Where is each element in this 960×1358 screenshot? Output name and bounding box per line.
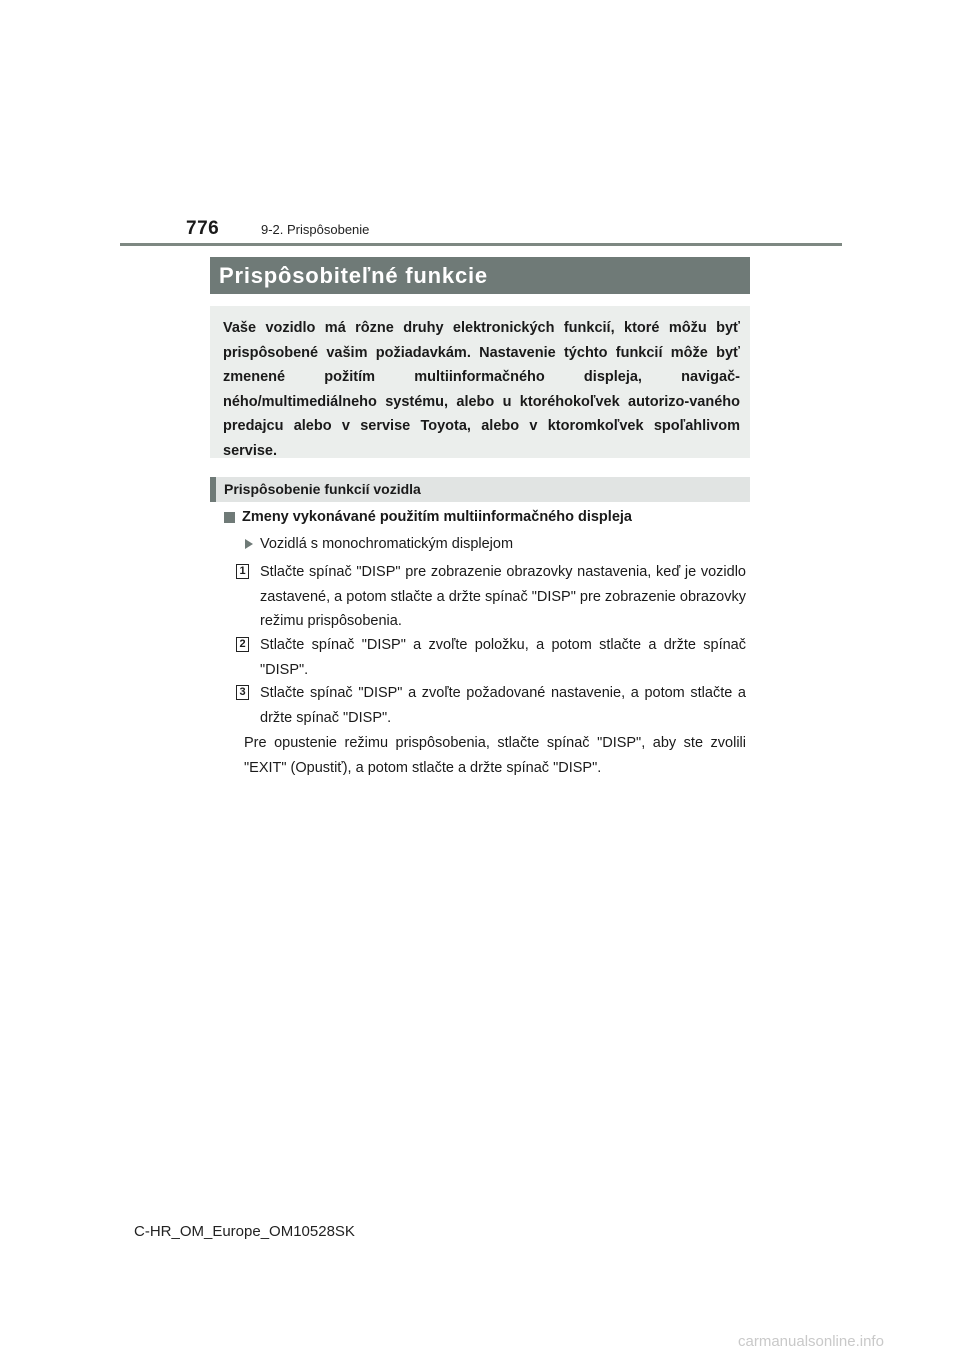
- topic-heading: [224, 509, 632, 525]
- triangle-bullet-icon: [245, 539, 253, 549]
- step-text: Stlačte spínač "DISP" pre zobrazenie obrazovky nastavenia, keď je vozidlo zastavené, a potom stlačte a držte spínač "DISP" pre zobrazenie obrazovky režimu prispôsobenia.: [260, 564, 746, 629]
- section-label: 9-2. Prispôsobenie: [261, 222, 370, 237]
- intro-box: [210, 306, 750, 458]
- watermark: carmanualsonline.info: [738, 1333, 884, 1350]
- page-title: Prispôsobiteľné funkcie: [210, 257, 750, 294]
- topic-text: Zmeny vykonávané použitím multiinformačného displeja: [242, 509, 632, 525]
- header-divider: [120, 243, 842, 246]
- closing-paragraph: Pre opustenie režimu prispôsobenia, stlačte spínač "DISP", aby ste zvolili "EXIT" (Opustiť), a potom stlačte a držte spínač "DISP".: [244, 735, 746, 776]
- page-number: 776: [186, 218, 220, 239]
- variant-text: Vozidlá s monochromatickým displejom: [260, 536, 514, 552]
- step-number-badge: 1: [236, 564, 249, 579]
- square-bullet-icon: [224, 512, 235, 523]
- intro-text: Vaše vozidlo má rôzne druhy elektronických funkcií, ktoré môžu byť prispôsobené vašim požiadavkám. Nastavenie týchto funkcií môže byť zmenené požitím multiinformačného displeja, navigač-ného/multimediálneho systému, alebo u ktoréhokoľvek autorizo-vaného predajcu alebo v servise Toyota, alebo v ktoromkoľvek spoľahlivom servise.: [223, 320, 740, 459]
- step-number-badge: 3: [236, 685, 249, 700]
- footer-doc-id: C-HR_OM_Europe_OM10528SK: [134, 1223, 355, 1240]
- step-text: Stlačte spínač "DISP" a zvoľte položku, a potom stlačte a držte spínač "DISP".: [260, 637, 746, 678]
- variant-line: [245, 536, 513, 552]
- subheading: Prispôsobenie funkcií vozidla: [210, 477, 750, 502]
- step-1: [236, 566, 746, 634]
- step-3: [236, 687, 746, 730]
- step-number-badge: 2: [236, 637, 249, 652]
- step-text: Stlačte spínač "DISP" a zvoľte požadované nastavenie, a potom stlačte a držte spínač "DISP".: [260, 685, 746, 726]
- step-2: [236, 639, 746, 682]
